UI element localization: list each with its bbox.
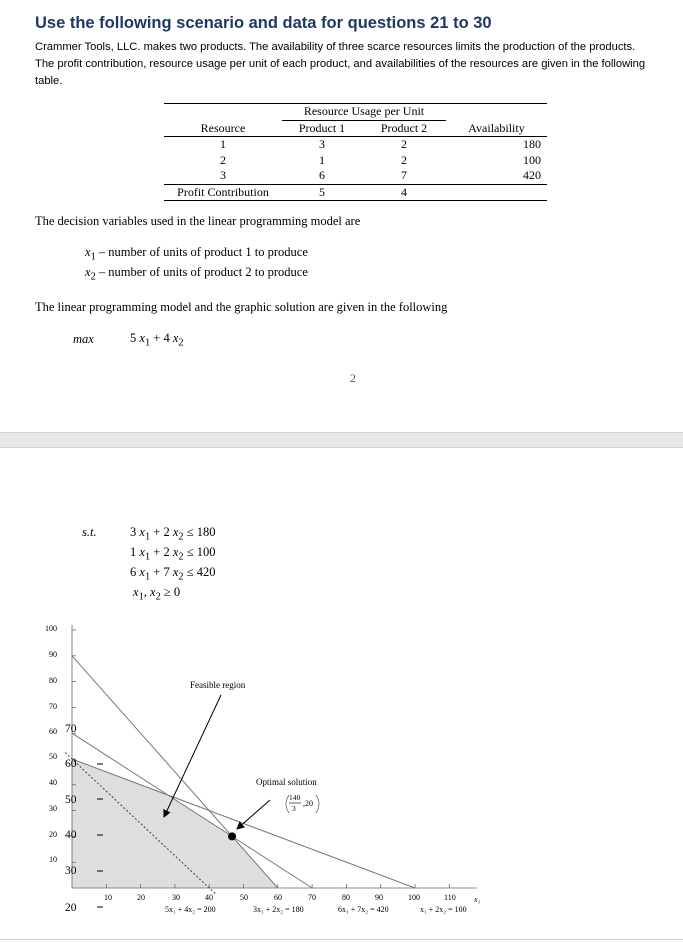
- y-tick-label: 20: [49, 830, 57, 839]
- optimal-point: [228, 832, 236, 840]
- page-bottom-border: [0, 939, 683, 940]
- y-tick-label: 80: [49, 676, 57, 685]
- table-cell: 4: [362, 184, 446, 201]
- y-tick-label: 100: [45, 624, 57, 633]
- y-tick-label: 90: [49, 650, 57, 659]
- y-tick-label: 50: [49, 752, 57, 761]
- optimal-solution-arrow: [237, 800, 270, 829]
- table-header-product2: Product 2: [362, 120, 446, 137]
- constraint-line-3-label: 6x₁ + 7x₂ = 420: [338, 905, 389, 914]
- variable-x1-definition: $x_1$ – number of units of product 1 to produce: [85, 245, 308, 263]
- x-tick-labels: [104, 893, 456, 902]
- x-tick-label: 20: [137, 893, 145, 902]
- constraint-1: 3 $x_1 + 2$ $x_2 \le 180$: [130, 525, 216, 543]
- scenario-paragraph: Crammer Tools, LLC. makes two products. The availability of three scarce resources limits the production of the products. The profit contribution, resource usage per unit of each product, and availabilities of the resources are given in the following table.: [35, 41, 646, 87]
- y-tick-label: 10: [49, 855, 57, 864]
- table-cell: 180: [523, 137, 541, 152]
- model-text: The linear programming model and the graphic solution are given in the following: [35, 300, 448, 314]
- table-header-resource: Resource: [164, 120, 282, 137]
- constraint-3: 6 $x_1 + 7$ $x_2 \le 420$: [130, 565, 216, 583]
- optimal-numerator: 140: [289, 793, 301, 802]
- x-tick-label: 70: [308, 893, 316, 902]
- objective-line-label: 5x₁ + 4x₂ = 200: [165, 905, 216, 914]
- variable-x2-definition: $x_2$ – number of units of product 2 to produce: [85, 265, 308, 283]
- overlay-number: 40: [65, 829, 77, 841]
- x-tick-label: 10: [104, 893, 112, 902]
- constraint-line-1-label: 3x₁ + 2x₂ = 180: [253, 905, 304, 914]
- table-group-header: Resource Usage per Unit: [282, 104, 446, 121]
- table-cell: 1: [319, 152, 325, 167]
- x-tick-label: 50: [240, 893, 248, 902]
- x-axis-label: x₁: [474, 895, 481, 904]
- table-cell: Profit Contribution: [164, 184, 282, 201]
- y-tick-label: 60: [49, 727, 57, 736]
- decision-variables-text: The decision variables used in the linear programming model are: [35, 214, 361, 228]
- table-header-availability: Availability: [446, 120, 547, 137]
- table-cell: 6: [319, 168, 325, 183]
- nonnegativity-constraint: $x_1$, $x_2 \ge 0$: [133, 585, 181, 603]
- table-header-product1: Product 1: [282, 120, 362, 137]
- feasible-region-label: Feasible region: [190, 680, 246, 690]
- table-cell: 3: [319, 137, 325, 152]
- x-tick-label: 60: [274, 893, 282, 902]
- optimal-coordinate-label: [286, 793, 319, 813]
- x-tick-label: 100: [408, 893, 420, 902]
- objective-function: 5 $x_1 + 4$ $x_2$: [130, 331, 184, 349]
- feasible-region: [72, 759, 278, 888]
- table-cell: 100: [523, 152, 541, 167]
- table-cell: 7: [401, 168, 407, 183]
- y-tick-label: 70: [49, 702, 57, 711]
- table-cell: 5: [282, 184, 362, 201]
- y-tick-labels: [45, 624, 57, 864]
- overlay-number: 60: [65, 758, 77, 770]
- page-number: 2: [350, 371, 356, 385]
- objective-label: max: [73, 332, 94, 346]
- optimal-denominator: 3: [292, 804, 296, 813]
- table-cell: 2: [401, 137, 407, 152]
- x-tick-label: 40: [205, 893, 213, 902]
- overlay-number: 20: [65, 902, 77, 914]
- table-cell: 2: [401, 152, 407, 167]
- constraint-line-2-label: x₁ + 2x₂ = 100: [420, 905, 467, 914]
- optimal-y-value: ,20: [303, 799, 313, 808]
- section-heading: Use the following scenario and data for questions 21 to 30: [35, 14, 492, 32]
- constraint-2: 1 $x_1 + 2$ $x_2 \le 100$: [130, 545, 216, 563]
- feasible-region-arrow: [164, 695, 221, 817]
- x-tick-label: 110: [444, 893, 456, 902]
- y-tick-label: 40: [49, 778, 57, 787]
- y-tick-label: 30: [49, 804, 57, 813]
- table-cell: 420: [523, 168, 541, 183]
- overlay-number: 50: [65, 794, 77, 806]
- optimal-solution-label: Optimal solution: [256, 777, 317, 787]
- x-tick-label: 90: [375, 893, 383, 902]
- x-tick-label: 80: [342, 893, 350, 902]
- overlay-number: 30: [65, 865, 77, 877]
- x-tick-label: 30: [172, 893, 180, 902]
- table-cell: 1: [220, 137, 226, 152]
- constraints-label: s.t.: [82, 525, 97, 539]
- table-cell: 2: [220, 152, 226, 167]
- table-cell: 3: [220, 168, 226, 183]
- overlay-number: 70: [65, 723, 77, 735]
